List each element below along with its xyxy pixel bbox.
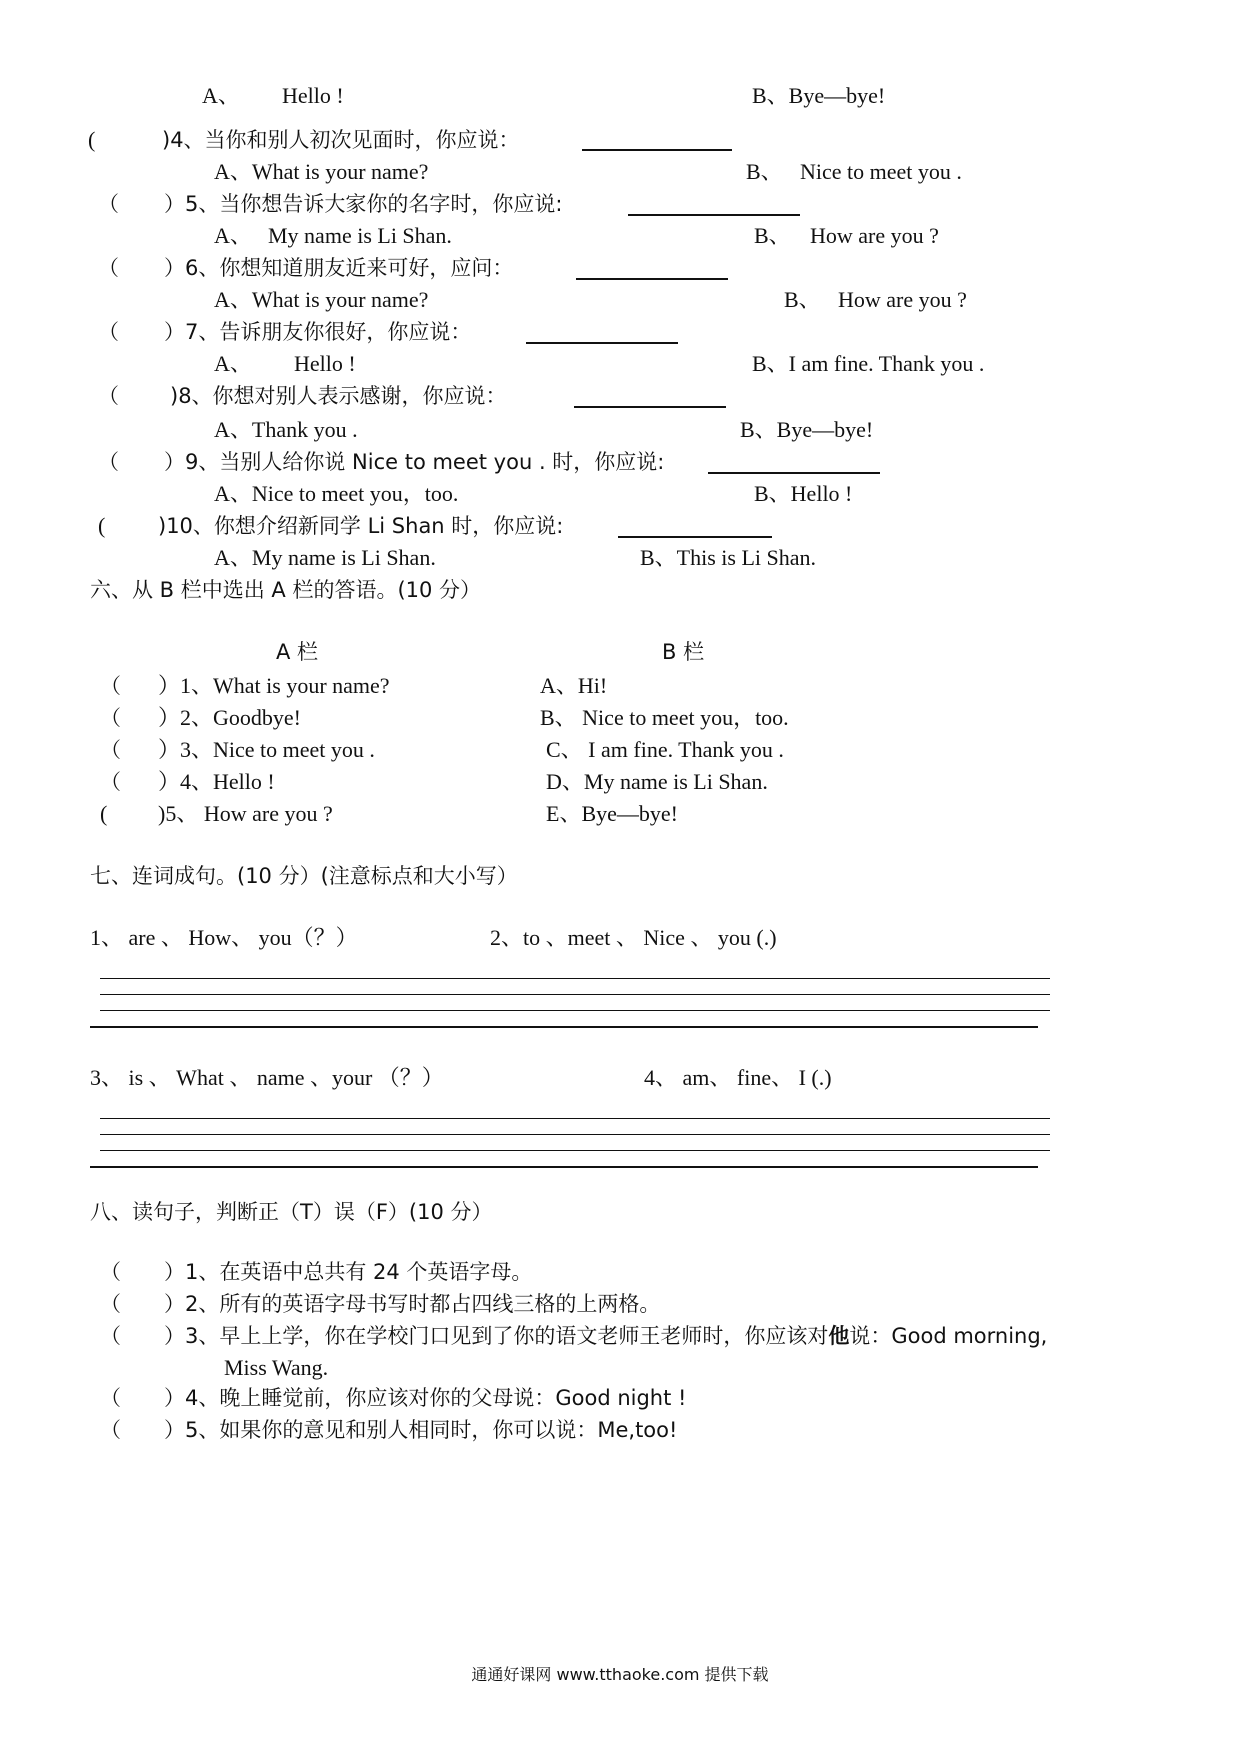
tf-2-paren: （	[100, 1292, 121, 1316]
q6-paren: （	[98, 256, 119, 280]
writing-line-2a[interactable]	[100, 1118, 1050, 1119]
q4-option-b-text: Nice to meet you .	[800, 159, 962, 184]
q6-option-b-text: How are you ?	[838, 287, 967, 312]
q4-answer-blank[interactable]	[582, 149, 732, 151]
q10-paren: (	[98, 513, 106, 538]
tf-1-paren: （	[100, 1260, 121, 1284]
column-b-header: B 栏	[662, 640, 705, 664]
match-2-paren: （	[100, 706, 121, 730]
tf-2-text: ）2、所有的英语字母书写时都占四线三格的上两格。	[164, 1292, 661, 1316]
q6-answer-blank[interactable]	[576, 278, 728, 280]
section-8-title: 八、读句子，判断正（T）误（F）(10 分）	[90, 1200, 493, 1224]
writing-line-1c	[100, 1010, 1050, 1011]
match-5-paren: (	[100, 801, 108, 826]
q9-answer-blank[interactable]	[708, 472, 880, 474]
q5-option-a-text: My name is Li Shan.	[268, 223, 452, 248]
tf-4-paren: （	[100, 1386, 121, 1410]
match-option-e: E、Bye—bye!	[546, 801, 678, 826]
q3-option-a-text: Hello !	[282, 83, 344, 108]
section-6-title: 六、从 B 栏中选出 A 栏的答语。(10 分）	[90, 578, 482, 602]
match-1-paren: （	[100, 674, 121, 698]
q4-option-b: B、	[746, 159, 783, 184]
reorder-q2: 2、to 、meet 、 Nice 、 you (.)	[490, 925, 777, 950]
q8-paren: （	[98, 384, 119, 408]
q8-answer-blank[interactable]	[574, 406, 726, 408]
q5-option-b: B、	[754, 223, 791, 248]
section-7-title: 七、连词成句。(10 分）(注意标点和大小写）	[90, 864, 518, 888]
writing-line-2b	[100, 1134, 1050, 1135]
q7-option-b: B、I am fine. Thank you .	[752, 351, 985, 376]
tf-3-text-cont: Miss Wang.	[224, 1355, 329, 1380]
q3-option-a: A、	[202, 83, 240, 108]
q5-option-a: A、	[214, 223, 252, 248]
tf-3-text-post: 说：Good morning,	[849, 1324, 1048, 1348]
q9-paren: （	[98, 450, 119, 474]
q7-option-a: A、	[214, 351, 252, 376]
tf-5-paren: （	[100, 1418, 121, 1442]
tf-5-text: ）5、如果你的意见和别人相同时，你可以说：Me,too!	[164, 1418, 678, 1442]
match-option-b: B、 Nice to meet you，too.	[540, 705, 789, 730]
tf-3-text	[164, 1322, 1047, 1350]
q9-option-b: B、Hello !	[754, 481, 853, 506]
q7-question: ）7、告诉朋友你很好，你应说：	[164, 320, 472, 344]
writing-line-1a[interactable]	[100, 978, 1050, 979]
q7-paren: （	[98, 320, 119, 344]
writing-line-1d	[90, 1026, 1038, 1028]
tf-3-paren: （	[100, 1324, 121, 1348]
q6-option-a: A、What is your name?	[214, 287, 429, 312]
q10-answer-blank[interactable]	[618, 536, 772, 538]
match-2-question: ）2、Goodbye!	[158, 705, 301, 730]
match-option-c: C、 I am fine. Thank you .	[546, 737, 784, 762]
match-4-question: ）4、Hello !	[158, 769, 275, 794]
q5-answer-blank[interactable]	[628, 214, 800, 216]
q10-option-b: B、This is Li Shan.	[640, 545, 817, 570]
q8-question: )8、你想对别人表示感谢，你应说：	[170, 384, 507, 408]
match-4-paren: （	[100, 770, 121, 794]
q10-option-a: A、My name is Li Shan.	[214, 545, 436, 570]
writing-line-1b	[100, 994, 1050, 995]
writing-line-2d	[90, 1166, 1038, 1168]
q5-paren: （	[98, 192, 119, 216]
q3-option-b: B、Bye—bye!	[752, 83, 886, 108]
q5-question: ）5、当你想告诉大家你的名字时，你应说:	[164, 192, 563, 216]
q9-option-a: A、Nice to meet you，too.	[214, 481, 459, 506]
tf-1-text: ）1、在英语中总共有 24 个英语字母。	[164, 1260, 533, 1284]
q4-option-a: A、What is your name?	[214, 159, 429, 184]
column-a-header: A 栏	[276, 640, 319, 664]
match-3-question: ）3、Nice to meet you .	[158, 737, 375, 762]
q8-option-a: A、Thank you .	[214, 417, 358, 442]
match-5-question: )5、 How are you ?	[158, 801, 333, 826]
q7-option-a-text: Hello !	[294, 351, 356, 376]
match-option-d: D、My name is Li Shan.	[546, 769, 768, 794]
q8-option-b: B、Bye—bye!	[740, 417, 874, 442]
q9-question: ）9、当别人给你说 Nice to meet you . 时，你应说:	[164, 450, 665, 474]
q5-option-b-text: How are you ?	[810, 223, 939, 248]
q7-answer-blank[interactable]	[526, 342, 678, 344]
tf-3-text-pre: ）3、早上上学，你在学校门口见到了你的语文老师王老师时，你应该对	[164, 1324, 829, 1348]
page-footer: 通通好课网 www.tthaoke.com 提供下载	[471, 1665, 769, 1684]
q4-paren: (	[88, 127, 96, 152]
reorder-q1: 1、 are 、 How、 you（？）	[90, 925, 358, 950]
writing-line-2c	[100, 1150, 1050, 1151]
match-option-a: A、Hi!	[540, 673, 608, 698]
q4-question: )4、当你和别人初次见面时，你应说：	[162, 128, 520, 152]
match-1-question: ）1、What is your name?	[158, 673, 390, 698]
match-3-paren: （	[100, 738, 121, 762]
q10-question: )10、你想介绍新同学 Li Shan 时，你应说:	[158, 514, 564, 538]
tf-3-text-bold: 他	[828, 1324, 850, 1348]
q6-question: ）6、你想知道朋友近来可好，应问：	[164, 256, 514, 280]
reorder-q3: 3、 is 、 What 、 name 、your （？）	[90, 1065, 444, 1090]
reorder-q4: 4、 am、 fine、 I (.)	[644, 1065, 832, 1090]
tf-4-text: ）4、晚上睡觉前，你应该对你的父母说：Good night !	[164, 1386, 687, 1410]
q6-option-b: B、	[784, 287, 821, 312]
